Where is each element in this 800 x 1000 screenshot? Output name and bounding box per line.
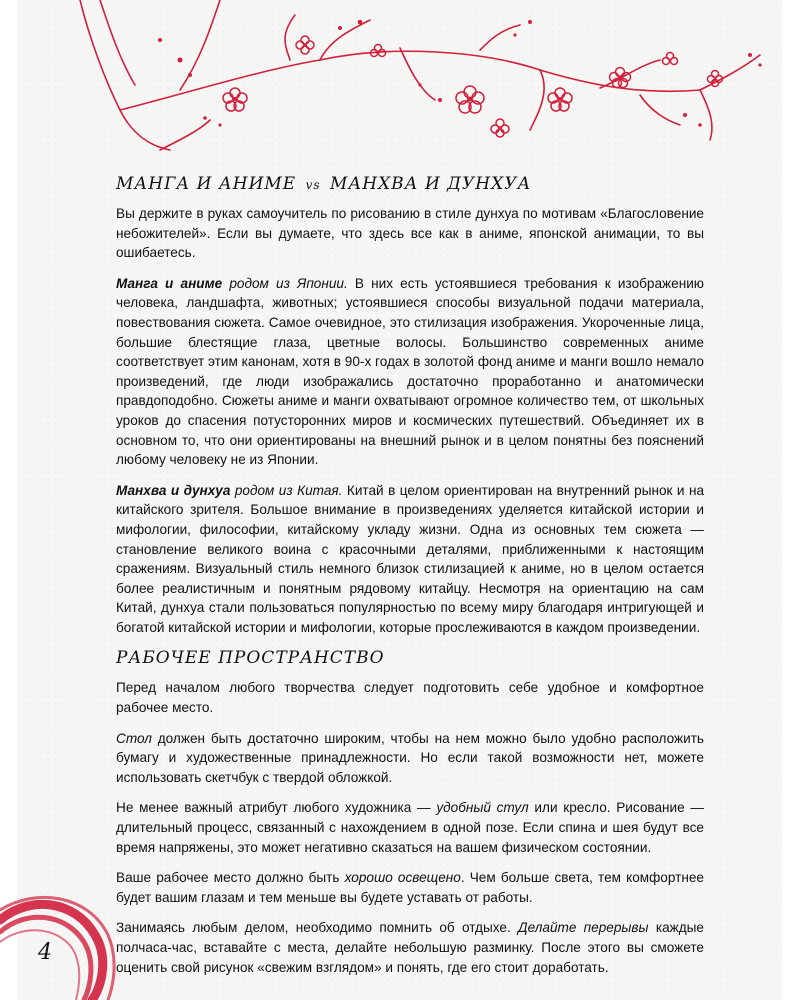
workspace-paragraph-rest bbox=[116, 918, 704, 977]
workspace-paragraph-light bbox=[116, 868, 704, 907]
manga-text: В них есть устоявшиеся требования к изображению человека, ландшафта, животных; устоявшиеся способы визуальной подачи материала, повествования сюжета. Самое очевидное, это стилизация изображения. Укороченные лица, большие блестящие глаза, цветные волосы. Большинство современных аниме соответствует этим канонам, хотя в 90-х годах в золотой фонд аниме и манги вошло немало произведений, где люди изображались достаточно проработанно и анатомически правдоподобно. Сюжеты аниме и манги охватывают огромное количество тем, от школьных уроков до спасения потусторонних миров и космических путешествий. Объединяет их в основном то, что они ориентированы на внешний рынок и в целом понятны без пояснений любому человеку не из Японии. bbox=[116, 275, 704, 468]
heading-part2: МАНХВА И ДУНХУА bbox=[329, 174, 532, 194]
workspace-paragraph-1: Перед началом любого творчества следует подготовить себе удобное и комфортное рабочее место. bbox=[116, 680, 704, 716]
chair-term: удобный стул bbox=[436, 800, 529, 816]
workspace-paragraph-table bbox=[116, 729, 704, 788]
manhwa-paragraph bbox=[116, 481, 704, 638]
intro-paragraph: Вы держите в руках самоучитель по рисованию в стиле дунхуа по мотивам «Благословение небожителей». Если вы думаете, что здесь все как в аниме, японской анимации, то вы ошибаетесь. bbox=[116, 206, 704, 261]
light-text-a: Ваше рабочее место должно быть bbox=[116, 870, 345, 886]
heading-manga-vs-manhwa bbox=[116, 174, 704, 194]
manga-paragraph bbox=[116, 274, 704, 470]
chair-text-b: или кресло. Рисование — длительный процесс, связанный с нахождением в одной позе. Если спина и шея будут все время напряжены, это может негативно сказаться на вашем физическом состоянии. bbox=[116, 800, 704, 855]
manhwa-origin: родом из Китая. bbox=[230, 482, 343, 498]
manhwa-text: Китай в целом ориентирован на внутренний рынок и на китайского зрителя. Большое внимание в произведениях уделяется китайской истории и мифологии, философии, китайскому укладу жизни. Одна из основных тем сюжета — становление великого воина с красочными деталями, приближенными к настоящим сражениям. Визуальный стиль немного близок стилизацией к аниме, но в целом остается более реалистичным и понятным рядовому китайцу. Несмотря на ориентацию на сам Китай, дунхуа стали пользоваться популярностью по всему миру благодаря интригующей и богатой китайской истории и мифологии, которые прослеживаются в каждом произведении. bbox=[116, 482, 705, 635]
heading-workspace: РАБОЧЕЕ ПРОСТРАНСТВО bbox=[116, 648, 385, 669]
manhwa-term: Манхва и дунхуа bbox=[116, 482, 231, 498]
table-text: должен быть достаточно широким, чтобы на нем можно было удобно расположить бумагу и художественные принадлежности. Но если такой возможности нет, можете использовать скетчбук с твердой обложкой. bbox=[116, 730, 704, 785]
chair-text-a: Не менее важный атрибут любого художника — bbox=[116, 800, 437, 816]
rest-term: Делайте перерывы bbox=[518, 920, 649, 936]
main-content bbox=[116, 168, 704, 988]
cherry-blossom-branch-illustration bbox=[60, 0, 780, 160]
rest-text-b: каждые полчаса-час, вставайте с места, делайте небольшую разминку. После этого вы сможете оценить свой рисунок «свежим взглядом» и понять, где его стоит доработать. bbox=[116, 920, 704, 975]
workspace-paragraph-chair bbox=[116, 798, 704, 857]
page-number: 4 bbox=[38, 940, 52, 965]
rest-text-a: Занимаясь любым делом, необходимо помнить об отдыхе. bbox=[116, 920, 519, 936]
brush-stroke-circle-decoration bbox=[0, 880, 130, 1000]
heading-part1: МАНГА И АНИМЕ bbox=[116, 174, 297, 194]
table-term: Стол bbox=[116, 730, 152, 746]
manga-term: Манга и аниме bbox=[116, 275, 223, 291]
manga-origin: родом из Японии. bbox=[222, 275, 348, 291]
light-text-b: . Чем больше света, тем комфортнее будет вашим глазам и тем меньше вы будете уставать от работы. bbox=[116, 870, 704, 905]
heading-vs: vs bbox=[305, 178, 321, 192]
light-term: хорошо освещено bbox=[344, 870, 461, 886]
